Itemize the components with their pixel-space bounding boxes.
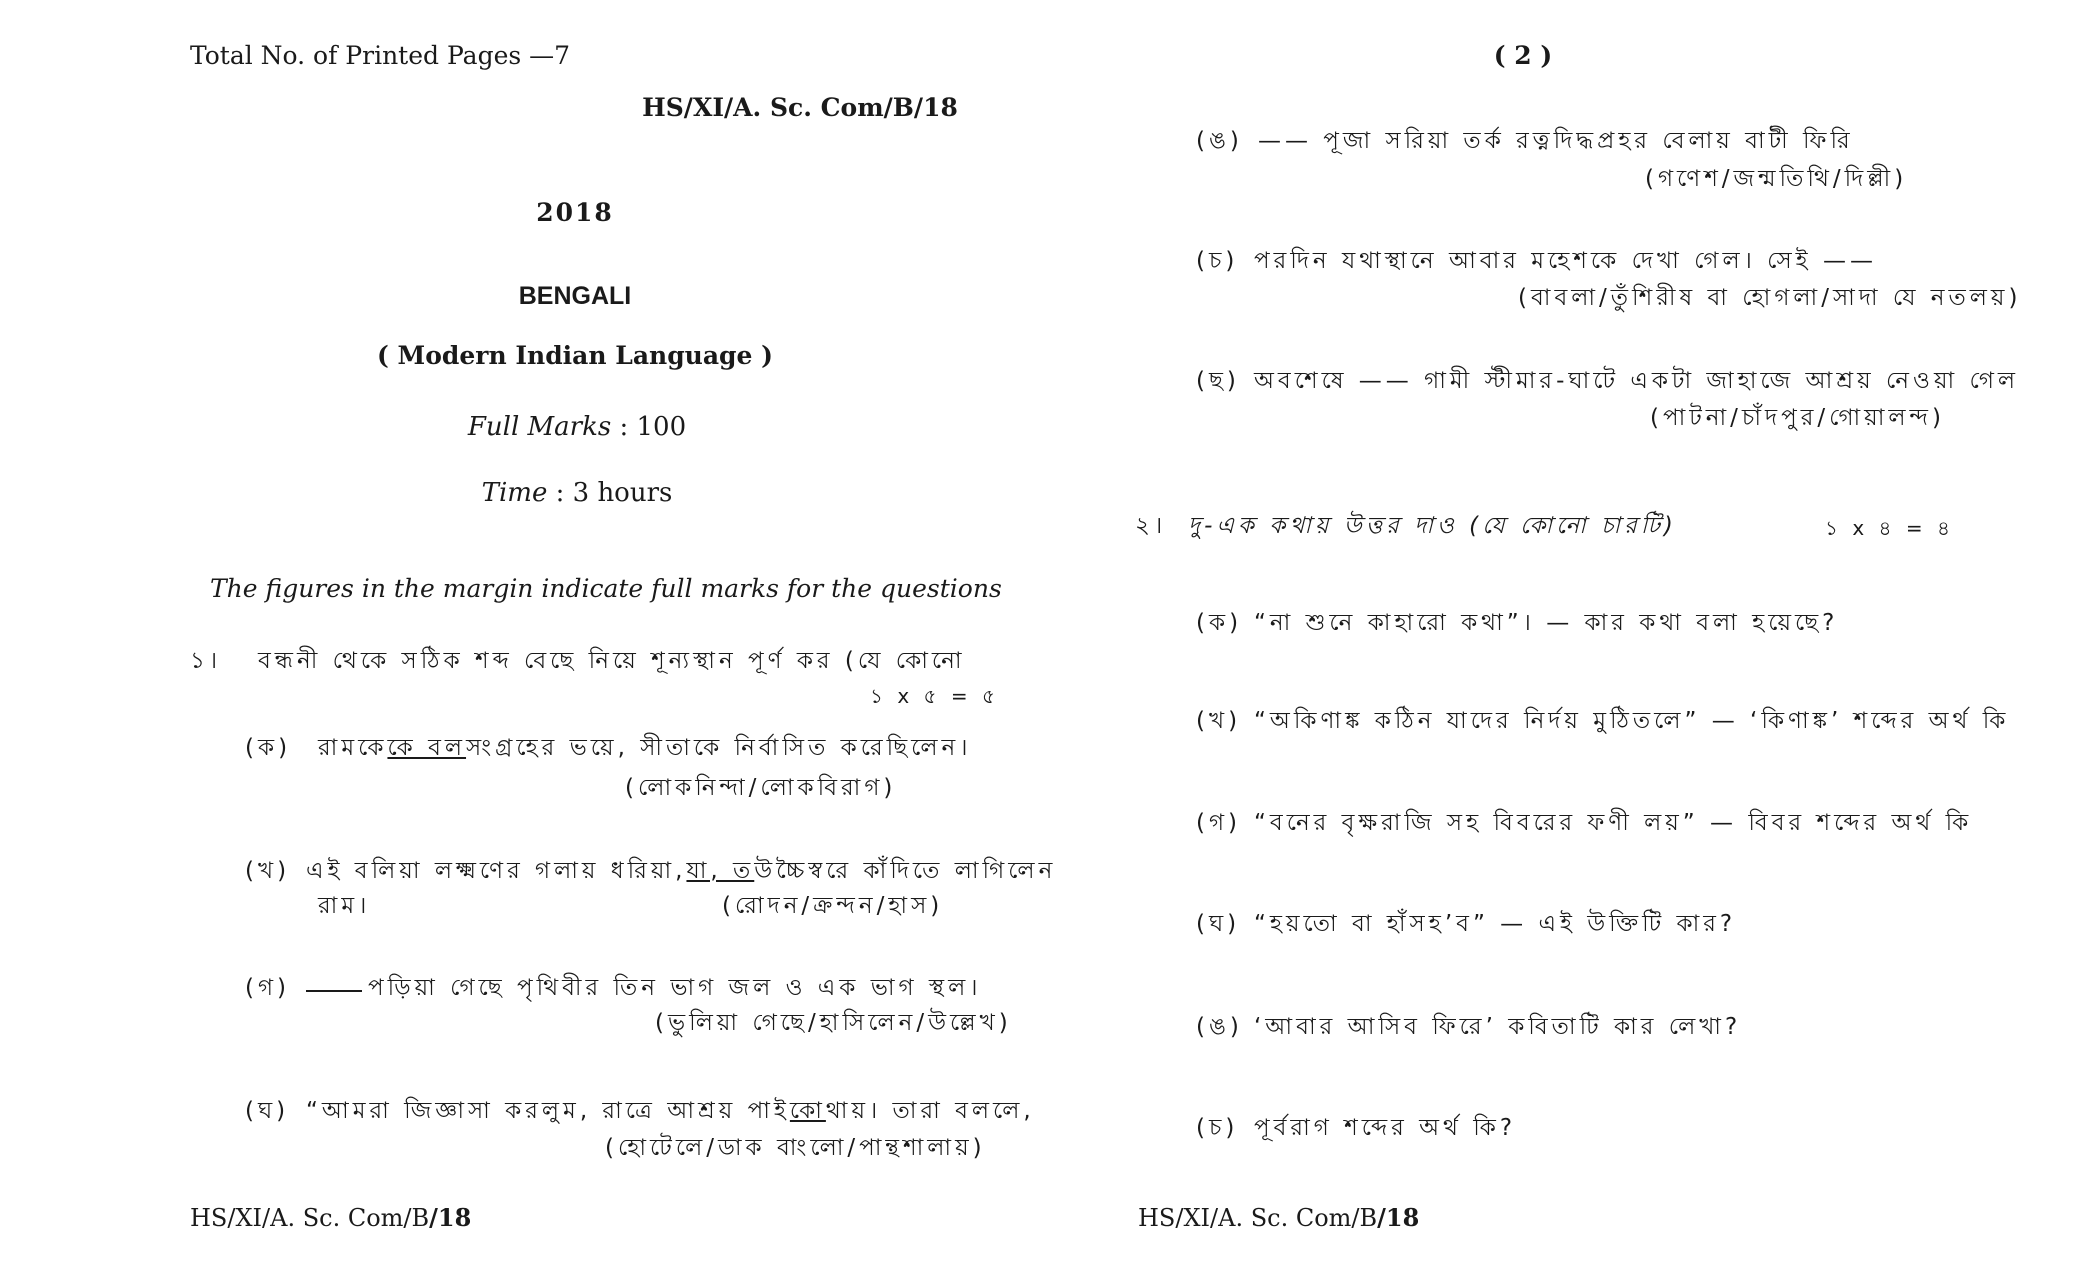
item-text-after: উচ্চৈস্বরে কাঁদিতে লাগিলেন xyxy=(754,858,1057,884)
item-text-after: পড়িয়া গেছে পৃথিবীর তিন ভাগ জল ও এক ভাগ স্থল। xyxy=(368,975,982,1001)
item-label: (খ) xyxy=(1196,708,1242,734)
item-text-after: থায়। তারা বললে, xyxy=(825,1098,1035,1124)
item-options: (বাবলা/তুঁশিরীষ বা হোগলা/সাদা যে নতলয়) xyxy=(1518,285,2022,311)
q2-number: ২। xyxy=(1135,513,1167,539)
exam-year: 2018 xyxy=(536,198,614,227)
q1-marks: ১ x ৫ = ৫ xyxy=(870,684,999,708)
item-label: (ছ) xyxy=(1196,368,1240,394)
item-options: (রোদন/ক্রন্দন/হাস) xyxy=(722,893,944,919)
item-label: (চ) xyxy=(1196,248,1239,274)
item-label: (গ) xyxy=(245,975,291,1001)
time-label: Time xyxy=(481,478,548,508)
q2-marks: ১ x ৪ = ৪ xyxy=(1825,516,1954,540)
footer-code-bold: /18 xyxy=(429,1203,472,1232)
item-options: (গণেশ/জন্মতিথি/দিল্লী) xyxy=(1645,166,1908,192)
item-text: পূর্বরাগ শব্দের অর্থ কি? xyxy=(1254,1115,1517,1141)
footer-code: HS/XI/A. Sc. Com/B xyxy=(1138,1204,1378,1232)
q1-instruction: বন্ধনী থেকে সঠিক শব্দ বেছে নিয়ে শূন্যস্থান পূর্ণ কর (যে কোনো xyxy=(258,648,966,674)
q2-instruction: দু-এক কথায় উত্তর দাও (যে কোনো চারটি) xyxy=(1188,513,1677,539)
full-marks-value: : 100 xyxy=(619,412,687,442)
instruction: The figures in the margin indicate full marks for the questions xyxy=(210,574,1002,603)
blank-line xyxy=(306,986,362,992)
left-footer xyxy=(190,1203,472,1232)
item-text xyxy=(306,1100,1166,1123)
item-text: ‘আবার আসিব ফিরে’ কবিতাটি কার লেখা? xyxy=(1254,1014,1742,1040)
item-text xyxy=(306,858,1057,884)
item-label: (চ) xyxy=(1196,1115,1239,1141)
item-text-before: রামকে xyxy=(318,735,388,761)
full-marks-label: Full Marks xyxy=(467,412,612,442)
time-value: : 3 hours xyxy=(555,478,673,508)
printed-pages-note: Total No. of Printed Pages —7 xyxy=(190,41,571,70)
item-options: (পাটনা/চাঁদপুর/গোয়ালন্দ) xyxy=(1650,405,1945,431)
paper-code-header: HS/XI/A. Sc. Com/B/18 xyxy=(642,93,958,122)
item-label: (ঘ) xyxy=(245,1098,290,1124)
language-note: ( Modern Indian Language ) xyxy=(377,341,773,370)
footer-code: HS/XI/A. Sc. Com/B xyxy=(190,1204,430,1232)
item-text: পরদিন যথাস্থানে আবার মহেশকে দেখা গেল। সেই —— xyxy=(1254,248,1877,274)
item-label: (ঙ) xyxy=(1196,128,1243,154)
item-text-line2: রাম। xyxy=(318,893,371,919)
time-allowed xyxy=(482,480,673,506)
item-label: (গ) xyxy=(1196,810,1242,836)
right-footer xyxy=(1138,1203,1420,1232)
subject-title: BENGALI xyxy=(518,282,632,310)
item-text-after: সংগ্রহের ভয়ে, সীতাকে নির্বাসিত করেছিলেন। xyxy=(466,735,972,761)
blank-underlined: যা, ত xyxy=(686,858,755,884)
item-label: (ক) xyxy=(1196,610,1243,636)
footer-code-bold: /18 xyxy=(1377,1203,1420,1232)
full-marks xyxy=(468,414,686,440)
item-text: “হয়তো বা হাঁসহ’ব” — এই উক্তিটি কার? xyxy=(1254,911,1737,937)
item-options: (লোকনিন্দা/লোকবিরাগ) xyxy=(625,775,897,801)
q1-number: ১। xyxy=(190,648,222,674)
item-text: অবশেষে —— গামী স্টীমার-ঘাটে একটা জাহাজে আশ্রয় নেওয়া গেল xyxy=(1254,368,2020,394)
blank-underlined: কো xyxy=(789,1098,826,1124)
item-label: (ঙ) xyxy=(1196,1014,1243,1040)
page-number: ( 2 ) xyxy=(1493,41,1553,70)
item-label: (খ) xyxy=(245,858,291,884)
item-text xyxy=(318,737,1208,760)
item-text xyxy=(300,977,1160,1000)
item-text: “অকিণাঙ্ক কঠিন যাদের নির্দয় মুঠিতলে” — ‘কিণাঙ্ক’ শব্দের অর্থ কি xyxy=(1254,708,2010,734)
item-label: (ঘ) xyxy=(1196,911,1241,937)
blank-underlined: কে বল xyxy=(387,735,467,761)
item-label: (ক) xyxy=(245,735,292,761)
item-text-before: “আমরা জিজ্ঞাসা করলুম, রাত্রে আশ্রয় পাই xyxy=(306,1098,790,1124)
item-options: (ভুলিয়া গেছে/হাসিলেন/উল্লেখ) xyxy=(655,1010,1012,1036)
item-text: “বনের বৃক্ষরাজি সহ বিবরের ফণী লয়” — বিবর শব্দের অর্থ কি xyxy=(1254,810,1973,836)
item-text-before: এই বলিয়া লক্ষ্মণের গলায় ধরিয়া, xyxy=(306,858,687,884)
item-text: “না শুনে কাহারো কথা”। — কার কথা বলা হয়েছে? xyxy=(1254,610,1839,636)
item-options: (হোটেলে/ডাক বাংলো/পান্থশালায়) xyxy=(605,1135,986,1161)
item-text: —— পূজা সরিয়া তর্ক রত্নদিদ্ধপ্রহর বেলায় বাটী ফিরি xyxy=(1258,128,1854,154)
